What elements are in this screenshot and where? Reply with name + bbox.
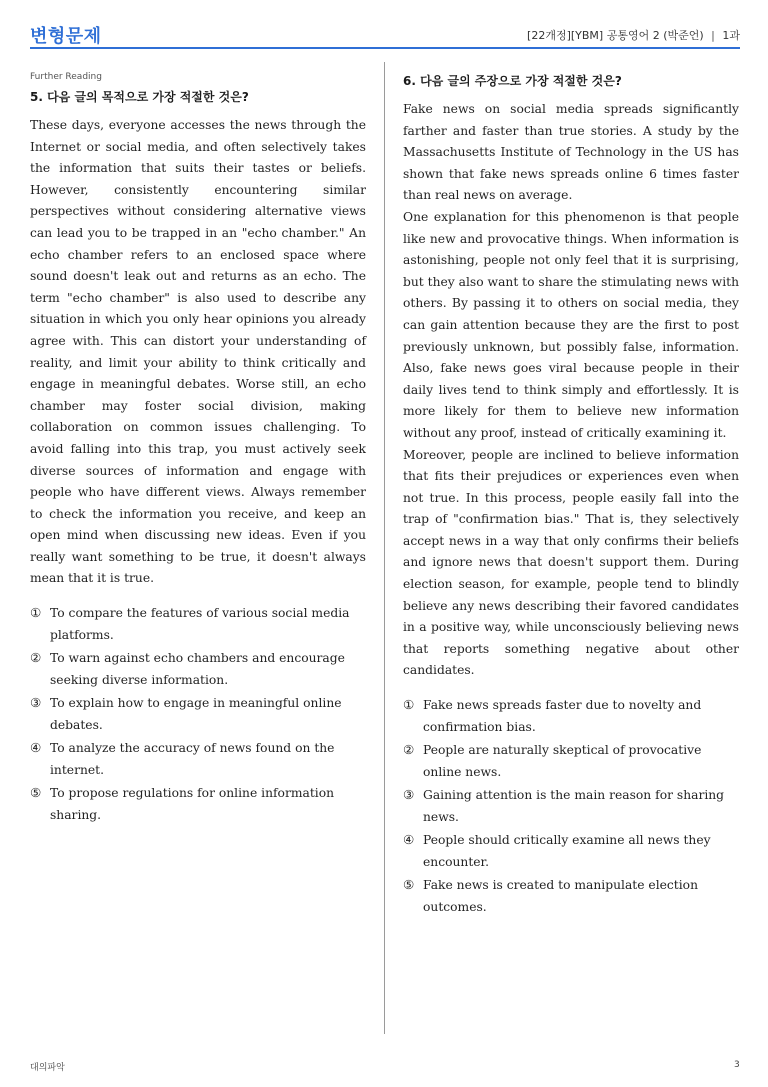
passage-paragraph: Fake news on social media spreads significantly farther and faster than true stories. A study by the Massachusetts Institute of Technology in the US has shown that fake news spreads online 6 times faster than real news on average. [403,102,739,203]
choice-item[interactable] [403,829,739,873]
choice-text: Fake news spreads faster due to novelty and confirmation bias. [423,698,702,735]
choice-text: To warn against echo chambers and encourage seeking diverse information. [50,651,345,688]
left-column [30,62,366,827]
question-6-title: 6. 다음 글의 주장으로 가장 적절한 것은? [403,74,622,88]
choice-text: Fake news is created to manipulate election outcomes. [423,878,698,915]
choice-item[interactable] [30,737,366,781]
choice-number: ③ [30,695,42,711]
choice-number: ④ [30,740,42,756]
choice-text: To compare the features of various social media platforms. [50,606,350,643]
choice-number: ② [30,650,42,666]
choice-number: ② [403,742,415,758]
choice-number: ⑤ [403,877,415,893]
choice-text: Gaining attention is the main reason for sharing news. [423,788,725,825]
choice-text: People are naturally skeptical of provocative online news. [423,743,702,780]
question-5-choices [30,602,366,826]
choice-item[interactable] [403,784,739,828]
passage-paragraph: One explanation for this phenomenon is that people like new and provocative things. When information is astonishing, people not only feel that it is surprising, but they also want to share the stimulating news with others. By passing it to others on social media, they can gain attention because they are the first to post previously unknown, but possibly false, information. Also, fake news goes viral because people in their daily lives tend to think simply and effortlessly. It is more likely for them to believe new information without any proof, instead of critically examining it. [403,209,739,440]
choice-text: To propose regulations for online information sharing. [50,786,335,823]
header-rule [30,47,740,49]
right-column [403,62,739,919]
choice-number: ③ [403,787,415,803]
choice-item[interactable] [403,739,739,783]
choice-number: ④ [403,832,415,848]
header-separator: | [711,29,715,42]
choice-text: People should critically examine all news they encounter. [423,833,711,870]
choice-number: ① [30,605,42,621]
choice-number: ⑤ [30,785,42,801]
passage-paragraph: Moreover, people are inclined to believe information that fits their prejudices or experiences even when not true. In this process, people easily fall into the trap of "confirmation bias." That is, they selectively accept news in a way that only confirms their beliefs and ignore news that doesn't support them. During election season, for example, people tend to blindly believe any news describing their favored candidates in a positive way, while unconsciously believing news that reports something negative about other candidates. [403,447,739,678]
footer-publisher: 대의파악 [30,1063,65,1073]
header-course-info [527,27,740,43]
choice-item[interactable] [30,602,366,646]
passage-paragraph: These days, everyone accesses the news through the Internet or social media, and often selectively takes the information that suits their tastes or beliefs. However, consistently encountering similar perspectives without considering alternative views can lead you to be trapped in an "echo chamber." An echo chamber refers to an enclosed space where sound doesn't leak out and returns as an echo. The term "echo chamber" is also used to describe any situation in which you only hear opinions you already agree with. This can distort your understanding of reality, and limit your ability to think critically and engage in meaningful debates. Worse still, an echo chamber may foster social division, making collaboration on common issues challenging. To avoid falling into this trap, you must actively seek diverse sources of information and engage with people who have different views. Always remember to check the information you receive, and keep an open mind when discussing new ideas. Even if you really want something to be true, it doesn't always mean that it is true. [30,118,366,586]
choice-item[interactable] [30,692,366,736]
course-title: [22개정][YBM] 공통영어 2 (박준언) [527,29,704,42]
choice-text: To explain how to engage in meaningful online debates. [50,696,342,733]
question-6-choices [403,694,739,918]
page-header [30,18,740,48]
column-divider [384,62,385,1034]
question-5-title: 5. 다음 글의 목적으로 가장 적절한 것은? [30,90,249,104]
lesson-label: 1과 [722,29,740,42]
choice-item[interactable] [403,874,739,918]
question-6-passage [403,99,739,682]
choice-item[interactable] [30,647,366,691]
choice-text: To analyze the accuracy of news found on the internet. [50,741,335,778]
page-number: 3 [734,1060,740,1070]
choice-number: ① [403,697,415,713]
choice-item[interactable] [30,782,366,826]
question-5-passage [30,115,366,590]
choice-item[interactable] [403,694,739,738]
header-logo: 변형문제 [30,26,102,47]
section-tag: Further Reading [30,72,102,82]
